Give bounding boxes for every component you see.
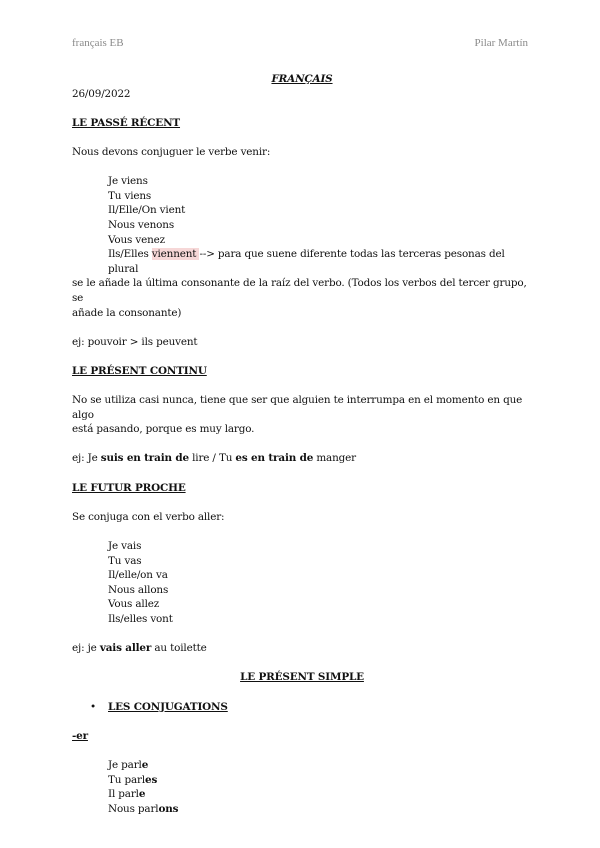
heading-present-simple: LE PRÉSENT SIMPLE	[240, 671, 364, 684]
passe-recent-intro: Nous devons conjuguer le verbe venir:	[72, 145, 271, 158]
conj-line: Tu viens	[108, 189, 152, 202]
conj-line: Il/elle/on va	[108, 569, 168, 582]
text-run: ej: Je	[72, 452, 101, 465]
ending: e	[138, 788, 146, 801]
document-body	[72, 72, 532, 816]
highlighted-word: viennent	[151, 248, 200, 261]
paragraph-line: No se utiliza casi nunca, tiene que ser que alguien te interrumpa en el momento en que algo	[72, 394, 523, 421]
example-line	[72, 451, 532, 466]
heading-futur-proche: LE FUTUR PROCHE	[72, 481, 186, 494]
text-run: au toilette	[151, 642, 207, 655]
bold-run: es en train de	[235, 452, 314, 465]
note-line: se le añade la última consonante de la raíz del verbo. (Todos los verbos del tercer grupo, se	[72, 277, 527, 304]
stem: Je parl	[108, 758, 142, 771]
conj-line	[72, 802, 532, 817]
paragraph-line: está pasando, porque es muy largo.	[72, 423, 255, 436]
header-right: Pilar Martín	[474, 37, 528, 49]
conj-line	[72, 758, 532, 773]
bold-run: suis en train de	[100, 452, 189, 465]
conj-line: Vous allez	[108, 598, 160, 611]
bullet-item	[72, 700, 532, 715]
conj-line	[72, 787, 532, 802]
text-run: ej: je	[72, 642, 100, 655]
conj-line: Je viens	[108, 175, 148, 188]
example-line: ej: pouvoir > ils peuvent	[72, 335, 198, 348]
text-run: lire / Tu	[188, 452, 236, 465]
conj-line: Je vais	[108, 540, 142, 552]
ending: ons	[158, 802, 179, 815]
header-left: français EB	[72, 37, 124, 49]
stem: Il parl	[108, 788, 139, 801]
conj-line: Nous venons	[108, 218, 175, 231]
text-run: manger	[313, 452, 356, 465]
document-title: FRANÇAIS	[271, 73, 333, 85]
conj-line	[72, 773, 532, 788]
conj-note: --> para que suene diferente todas las terceras pesonas del plural	[108, 248, 505, 275]
conj-line: Nous allons	[108, 583, 169, 596]
conj-line: Tu vas	[108, 554, 142, 567]
stem: Nous parl	[108, 802, 159, 815]
heading-present-continu: LE PRÉSENT CONTINU	[72, 364, 207, 377]
bullet-text: LES CONJUGATIONS	[108, 700, 228, 713]
bullet-dot-icon: •	[90, 700, 96, 713]
conj-line: Il/Elle/On vient	[108, 204, 186, 217]
document-date: 26/09/2022	[72, 87, 131, 100]
subheading-er: -er	[72, 729, 88, 742]
note-line: añade la consonante)	[72, 306, 182, 319]
stem: Tu parl	[108, 773, 146, 786]
conj-line-last	[72, 247, 532, 276]
conj-prefix: Ils/Elles	[108, 248, 152, 261]
bold-run: vais aller	[99, 642, 152, 655]
futur-proche-intro: Se conjuga con el verbo aller:	[72, 510, 225, 523]
ending: es	[145, 773, 158, 786]
ending: e	[141, 758, 149, 771]
conj-line: Vous venez	[108, 233, 165, 246]
conj-line: Ils/elles vont	[108, 612, 173, 625]
example-line	[72, 641, 532, 656]
heading-passe-recent: LE PASSÉ RÉCENT	[72, 116, 181, 129]
